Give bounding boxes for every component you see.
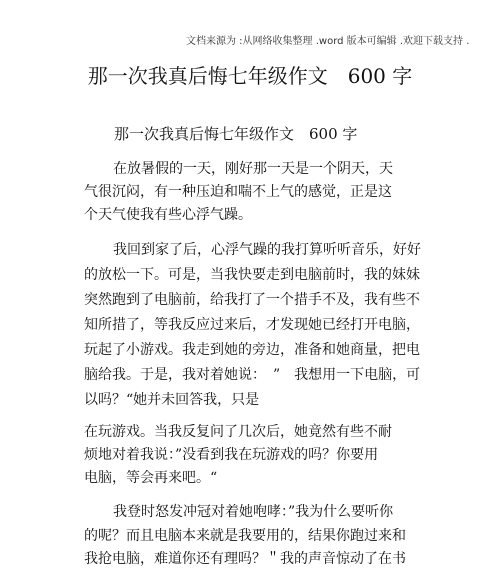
paragraph-2-line-1: 我回到家了后，心浮气躁的我打算听听音乐，好好 <box>113 242 421 258</box>
paragraph-1-line-1: 在放暑假的一天，刚好那一天是一个阴天，天 <box>113 161 393 177</box>
paragraph-2-line-5: 玩起了小游戏。我走到她的旁边，准备和她商量，把电 <box>84 342 420 358</box>
paragraph-2-line-4: 知所措了，等我反应过来后，才发现她已经打开电脑， <box>84 317 420 333</box>
paragraph-2-line-6: 脑给我。于是，我对着她说： ” 我想用一下电脑，可 <box>84 367 421 383</box>
paragraph-2-line-2: 的放松一下。可是，当我快要走到电脑前时，我的妹妹 <box>84 267 420 283</box>
document-subtitle: 那一次我真后悔七年级作文 600 字 <box>114 125 358 143</box>
paragraph-2-line-7: 以吗？“她并未回答我，只是 <box>84 392 260 408</box>
paragraph-1-line-3: 个天气使我有些心浮气躁。 <box>84 207 252 223</box>
paragraph-3-line-1: 在玩游戏。当我反复问了几次后，她竟然有些不耐 <box>84 424 392 440</box>
paragraph-3-line-3: 电脑，等会再来吧。“ <box>84 470 218 486</box>
source-note: 文档来源为 :从网络收集整理 .word 版本可编辑 .欢迎下载支持 . <box>186 36 470 47</box>
paragraph-1-line-2: 气很沉闷，有一种压迫和喘不上气的感觉，正是这 <box>84 184 392 200</box>
paragraph-2-line-3: 突然跑到了电脑前，给我打了一个措手不及，我有些不 <box>84 292 420 308</box>
paragraph-4-line-1: 我登时怒发冲冠对着她咆哮：”我为什么要听你 <box>113 504 394 520</box>
paragraph-4-line-2: 的呢？而且电脑本来就是我要用的，结果你跑过来和 <box>84 528 406 544</box>
paragraph-4-line-3: 我抢电脑，难道你还有理吗？＂我的声音惊动了在书 <box>84 551 406 567</box>
document-title: 那一次我真后悔七年级作文 600 字 <box>87 64 413 88</box>
paragraph-3-line-2: 烦地对着我说：”没看到我在玩游戏的吗？你要用 <box>84 447 379 463</box>
